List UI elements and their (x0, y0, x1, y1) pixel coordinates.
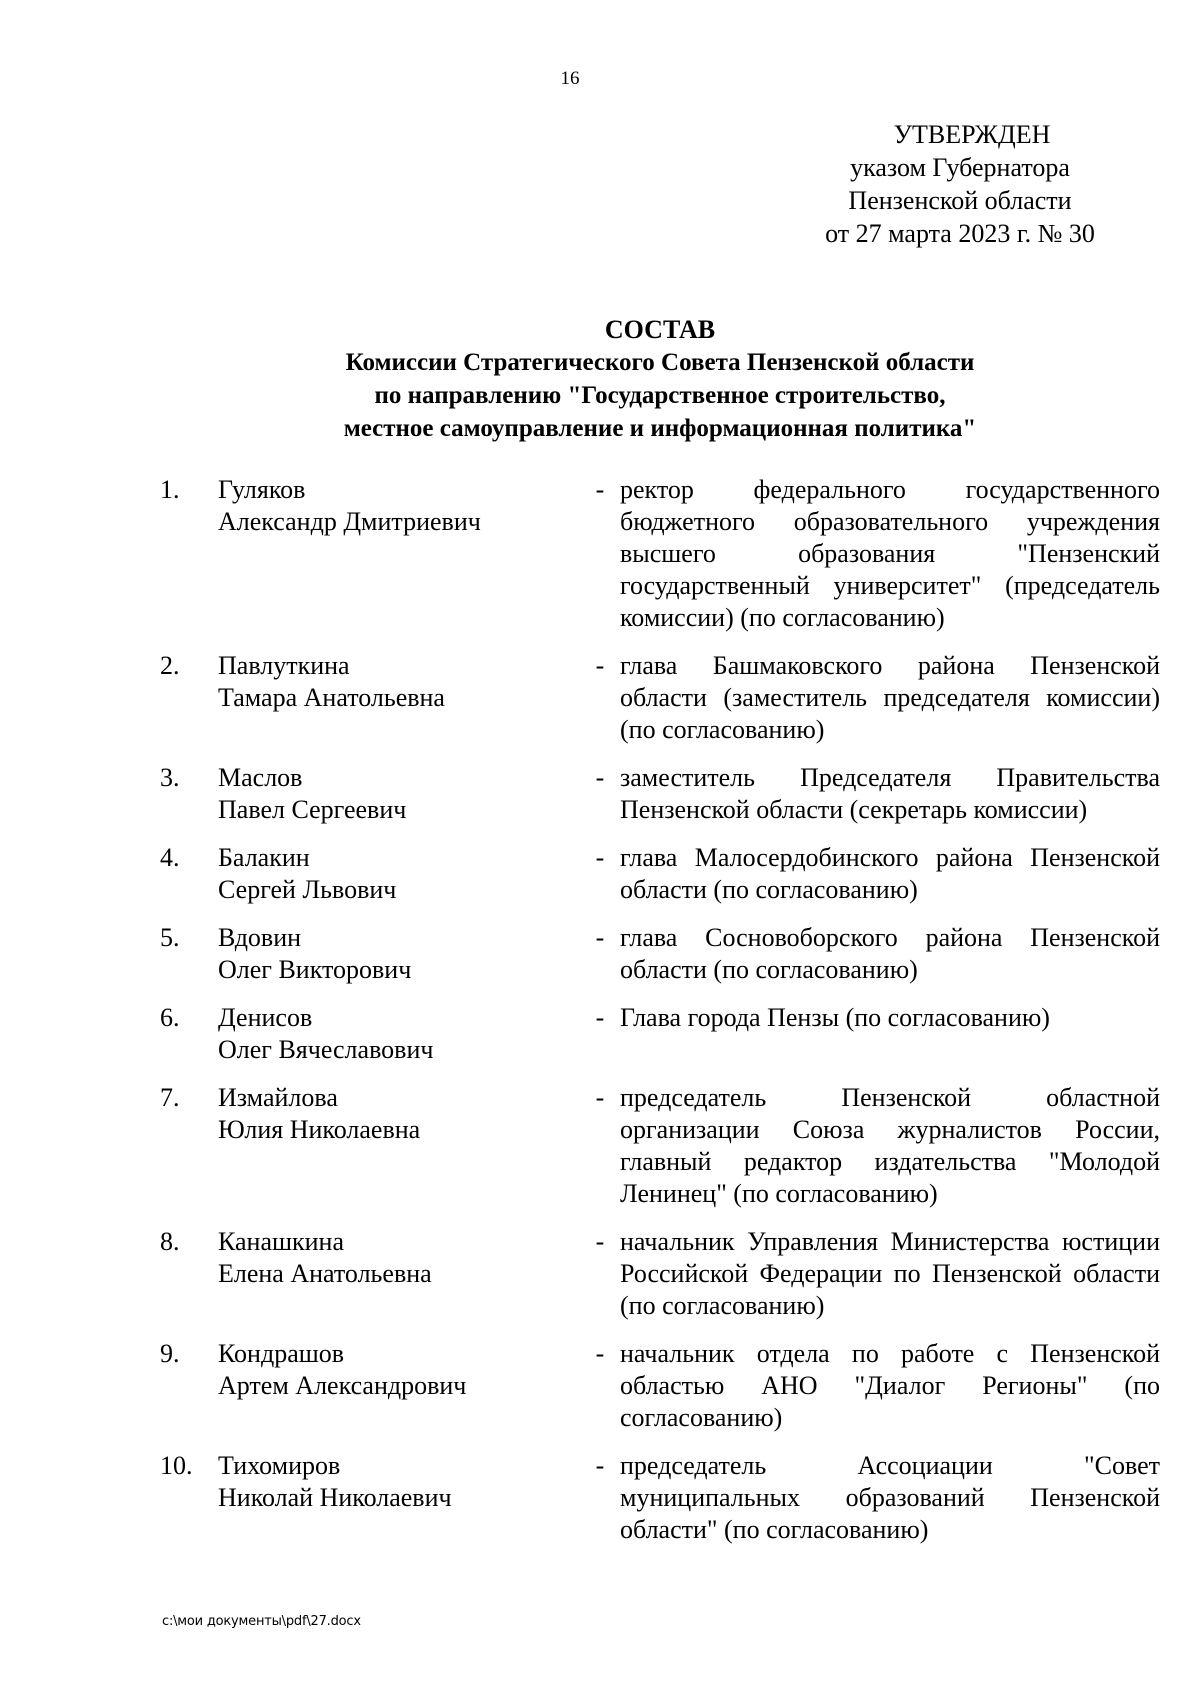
member-number: 5. (160, 923, 180, 952)
member-given-names: Олег Викторович (218, 955, 412, 984)
member-row (160, 1338, 1160, 1434)
member-surname: Маслов (218, 763, 303, 792)
member-row (160, 1226, 1160, 1322)
title-heading: СОСТАВ (604, 315, 716, 344)
member-row (160, 650, 1160, 746)
member-row (160, 1082, 1160, 1210)
member-given-names: Павел Сергеевич (218, 795, 407, 824)
member-given-names: Елена Анатольевна (218, 1259, 432, 1288)
member-number: 10. (160, 1451, 193, 1480)
member-number: 9. (160, 1339, 180, 1368)
member-dash: - (595, 475, 605, 504)
member-surname: Балакин (218, 843, 310, 872)
footer-file-path: c:\мои документы\pdf\27.docx (162, 1614, 361, 1629)
member-dash: - (595, 843, 605, 872)
member-dash: - (595, 1003, 605, 1032)
member-number: 7. (160, 1083, 180, 1112)
member-surname: Вдовин (218, 923, 302, 952)
member-name (218, 1226, 580, 1322)
member-dash: - (595, 1083, 605, 1112)
member-surname: Тихомиров (218, 1451, 341, 1480)
member-row (160, 1002, 1160, 1066)
member-row (160, 762, 1160, 826)
member-name (218, 650, 580, 746)
member-role: ректор федерального государственного бюджетного образовательного учреждения высшего образования "Пензенский государственный университет" (председатель комиссии) (по согласованию) (620, 475, 1160, 632)
member-role: заместитель Председателя Правительства Пензенской области (секретарь комиссии) (620, 763, 1160, 824)
member-name (218, 1450, 580, 1546)
members-list (160, 474, 1160, 1562)
member-given-names: Тамара Анатольевна (218, 683, 445, 712)
member-number: 3. (160, 763, 180, 792)
member-row (160, 922, 1160, 986)
title-line: местное самоуправление и информационная политика" (343, 415, 977, 442)
member-role: начальник отдела по работе с Пензенской областью АНО "Диалог Регионы" (по согласованию) (620, 1339, 1160, 1432)
member-number: 6. (160, 1003, 180, 1032)
member-surname: Павлуткина (218, 651, 350, 680)
member-given-names: Сергей Львович (218, 875, 397, 904)
member-name (218, 1082, 580, 1210)
member-number: 2. (160, 651, 180, 680)
member-row (160, 1450, 1160, 1546)
member-name (218, 922, 580, 986)
member-name (218, 842, 580, 906)
member-number: 1. (160, 475, 180, 504)
title-line: по направлению "Государственное строительство, (374, 382, 946, 409)
member-dash: - (595, 1339, 605, 1368)
member-role: глава Малосердобинского района Пензенской области (по согласованию) (620, 843, 1160, 904)
member-name (218, 1338, 580, 1434)
member-role: глава Башмаковского района Пензенской области (заместитель председателя комиссии) (по согласованию) (620, 651, 1160, 744)
page-number: 16 (560, 68, 580, 89)
member-role: начальник Управления Министерства юстиции Российской Федерации по Пензенской области (по согласованию) (620, 1227, 1160, 1320)
member-given-names: Александр Дмитриевич (218, 507, 481, 536)
member-given-names: Николай Николаевич (218, 1483, 452, 1512)
member-dash: - (595, 763, 605, 792)
member-dash: - (595, 1451, 605, 1480)
member-number: 8. (160, 1227, 180, 1256)
document-title (160, 313, 1160, 445)
member-role: глава Сосновоборского района Пензенской области (по согласованию) (620, 923, 1160, 984)
member-dash: - (595, 651, 605, 680)
member-surname: Измайлова (218, 1083, 338, 1112)
member-number: 4. (160, 843, 180, 872)
member-given-names: Артем Александрович (218, 1371, 467, 1400)
member-name (218, 1002, 580, 1066)
member-name (218, 762, 580, 826)
member-given-names: Юлия Николаевна (218, 1115, 421, 1144)
approval-line: Пензенской области (848, 186, 1072, 215)
member-surname: Канашкина (218, 1227, 345, 1256)
member-dash: - (595, 923, 605, 952)
member-surname: Гуляков (218, 475, 306, 504)
member-role: председатель Ассоциации "Совет муниципальных образований Пензенской области" (по согласованию) (620, 1451, 1160, 1544)
member-row (160, 474, 1160, 634)
member-name (218, 474, 580, 634)
member-role: председатель Пензенской областной организации Союза журналистов России, главный редактор издательства "Молодой Ленинец" (по согласованию) (620, 1083, 1160, 1208)
member-surname: Кондрашов (218, 1339, 345, 1368)
approval-heading: УТВЕРЖДЕН (893, 120, 1051, 149)
member-dash: - (595, 1227, 605, 1256)
member-row (160, 842, 1160, 906)
title-line: Комиссии Стратегического Совета Пензенской области (345, 349, 975, 376)
approval-stamp (770, 118, 1150, 250)
approval-line: указом Губернатора (850, 153, 1070, 182)
member-surname: Денисов (218, 1003, 313, 1032)
member-given-names: Олег Вячеславович (218, 1035, 434, 1064)
member-role: Глава города Пензы (по согласованию) (620, 1003, 1050, 1032)
approval-date-line: от 27 марта 2023 г. № 30 (825, 219, 1095, 248)
